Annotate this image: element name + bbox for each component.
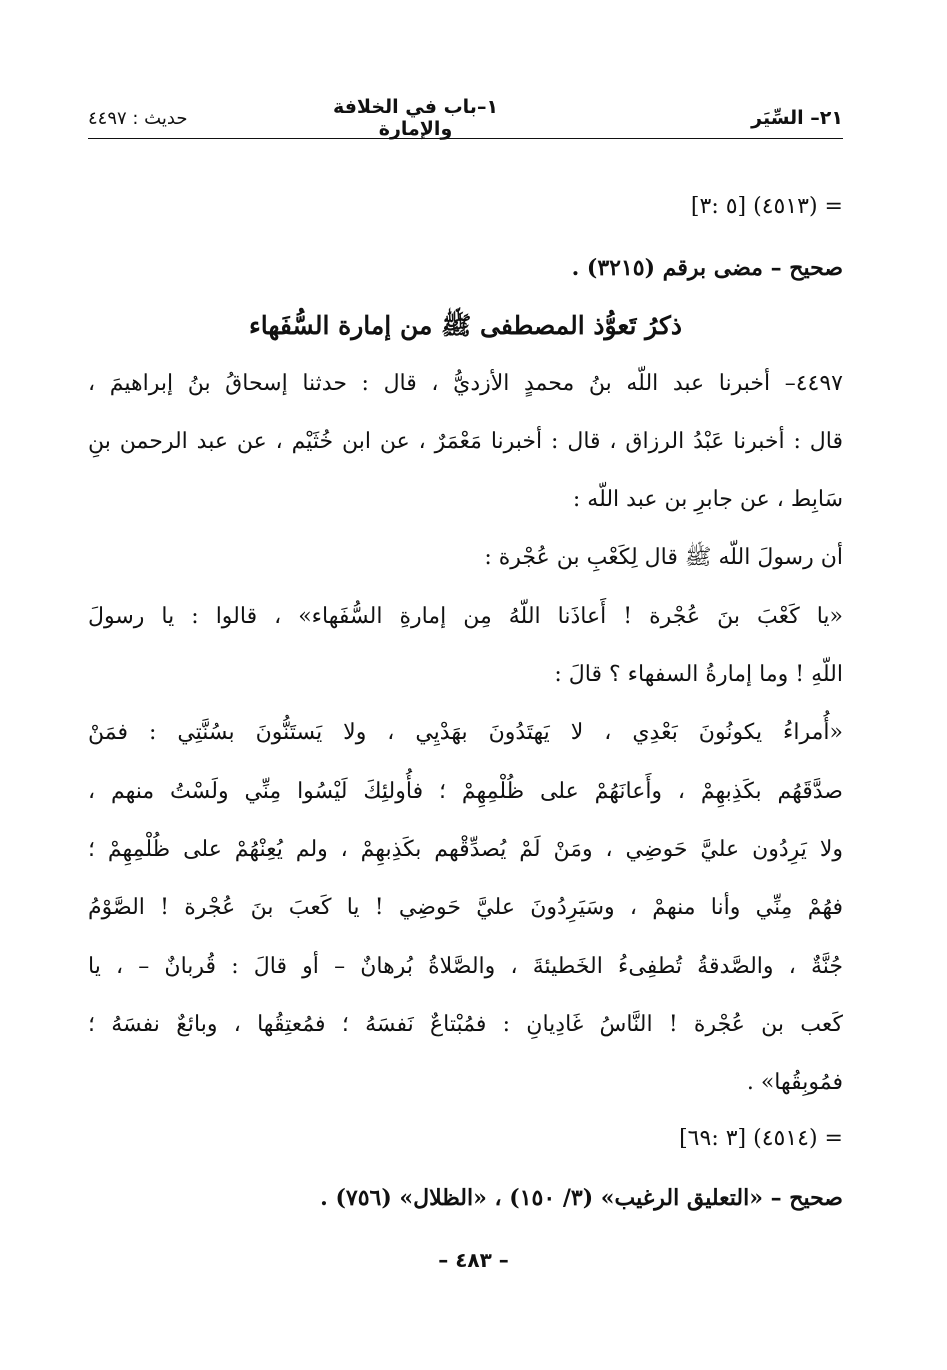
hadith-line: أن رسولَ اللّه ﷺ قال لِكَعْبِ بن عُجْرة : bbox=[484, 545, 843, 570]
page-number: – ٤٨٣ – bbox=[438, 1248, 509, 1272]
chapter-heading: ذكرُ تَعوُّذ المصطفى ﷺ من إمارة السُّفَهاء bbox=[249, 311, 682, 340]
hadith-line: جُنَّةٌ ، والصَّدقةُ تُطفِىءُ الخَطيئةَ ، والصَّلاةُ بُرهانٌ – أو قالَ : قُربانٌ – ، يا bbox=[88, 954, 843, 979]
hadith-line: فهُمْ مِنِّي وأنا منهمْ ، وسَيَرِدُونَ عليَّ حَوضِي ! يا كَعبَ بنَ عُجْرة ! الصَّوْمُ bbox=[88, 895, 843, 920]
hadith-line: «أُمراءُ يكونُونَ بَعْدِي ، لا يَهتَدُونَ بهَدْيِي ، ولا يَستَنُّونَ بسُنَّتِي : فمَنْ bbox=[88, 720, 843, 745]
previous-hadith-grading: صحيح – مضى برقم (٣٢١٥) . bbox=[571, 255, 843, 281]
hadith-line: «يا كَعْبَ بنَ عُجْرة ! أَعاذَنا اللّهُ مِن إمارةِ السُّفَهاء» ، قالوا : يا رسولَ bbox=[88, 604, 843, 629]
hadith-line: ٤٤٩٧– أخبرنا عبد اللّه بنُ محمدٍ الأزديُّ ، قال : حدثنا إسحاقُ بنُ إبراهيمَ ، bbox=[88, 371, 843, 396]
hadith-line: ولا يَرِدُون عليَّ حَوضِي ، ومَنْ لَمْ يُصدِّقْهم بكَذِبهِمْ ، ولم يُعِنْهُمْ على ظُلْمِهِمْ ؛ bbox=[88, 837, 843, 862]
hadith-line: كَعب بن عُجْرة ! النَّاسُ غَادِيانِ : فمُبْتاعٌ نَفسَهُ ؛ فمُعتِقُها ، وبائعٌ نفسَهُ ؛ bbox=[88, 1012, 843, 1037]
hadith-grading: صحيح – «التعليق الرغيب» (٣/ ١٥٠) ، «الظلال» (٧٥٦) . bbox=[320, 1185, 843, 1211]
running-header bbox=[88, 98, 843, 139]
hadith-line: سَابِط ، عن جابرِ بن عبد اللّه : bbox=[572, 487, 843, 512]
hadith-reference: = (٤٥١٤) [٣ :٦٩] bbox=[679, 1126, 843, 1151]
section-title: ١–باب في الخلافة والإمارة bbox=[332, 96, 499, 140]
hadith-line: فمُوبِقُها» . bbox=[746, 1070, 843, 1095]
hadith-number-ref: حديث : ٤٤٩٧ bbox=[88, 107, 188, 129]
hadith-line: اللّهِ ! وما إمارةُ السفهاء ؟ قالَ : bbox=[554, 662, 843, 687]
previous-hadith-reference: = (٤٥١٣) [٥ :٣] bbox=[690, 194, 843, 219]
chapter-title: ٢١– السِّيَر bbox=[751, 107, 843, 129]
hadith-line: صدَّقَهُم بكَذِبهِمْ ، وأَعانَهُمْ على ظُلْمِهِمْ ؛ فأُولئِكَ لَيْسُوا مِنِّي ولَسْتُ منهم ، bbox=[88, 779, 843, 804]
hadith-line: قال : أخبرنا عَبْدُ الرزاق ، قال : أخبرنا مَعْمَرٌ ، عن ابن خُثَيْم ، عن عبد الرحمن بنِ bbox=[88, 429, 843, 454]
